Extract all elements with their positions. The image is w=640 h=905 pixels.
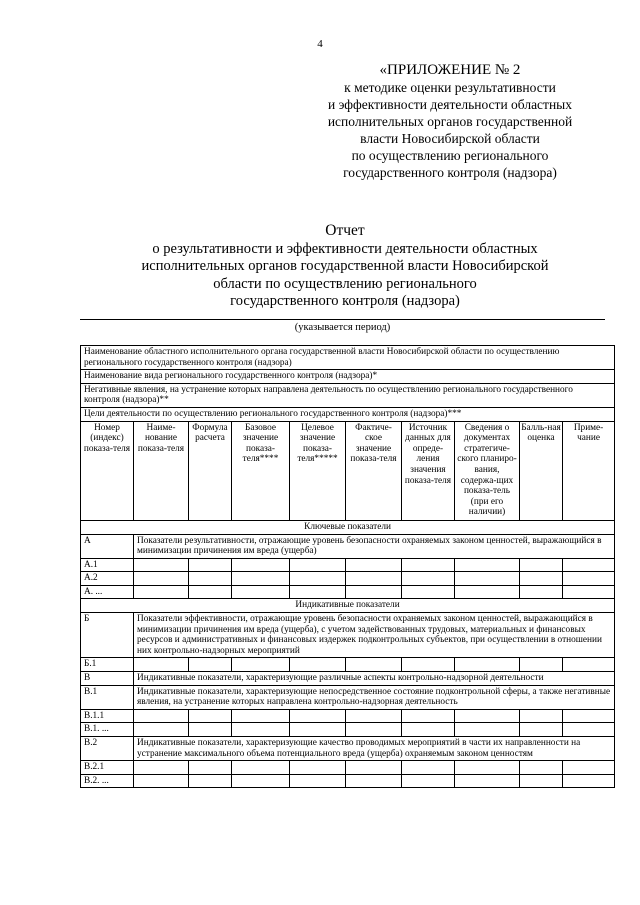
appendix-line: к методике оценки результативности [344, 80, 556, 95]
header-cell: Базовое значение показа-теля**** [232, 421, 290, 520]
empty-cell [134, 658, 189, 672]
empty-cell [290, 761, 346, 775]
table-row [81, 709, 615, 723]
empty-cell [189, 558, 232, 572]
empty-cell [520, 761, 563, 775]
empty-cell [134, 761, 189, 775]
table-row [81, 761, 615, 775]
table-row [81, 558, 615, 572]
empty-cell [520, 572, 563, 586]
empty-cell [189, 709, 232, 723]
report-line: о результативности и эффективности деятельности областных [152, 240, 538, 257]
group-code: В.1 [81, 685, 134, 709]
empty-cell [455, 709, 520, 723]
header-cell: Формула расчета [189, 421, 232, 520]
report-table [80, 345, 615, 788]
group-code: В [81, 672, 134, 686]
header-cell: Номер (индекс) показа-теля [81, 421, 134, 520]
section-key-indicators: Ключевые показатели [81, 520, 615, 534]
empty-cell [232, 558, 290, 572]
empty-cell [346, 723, 402, 737]
empty-cell [455, 585, 520, 599]
empty-cell [134, 723, 189, 737]
empty-cell [134, 774, 189, 788]
group-row [81, 672, 615, 686]
period-caption: (указывается период) [294, 322, 391, 333]
empty-cell [232, 774, 290, 788]
empty-cell [402, 761, 455, 775]
table-row [81, 585, 615, 599]
table-row [81, 572, 615, 586]
header-cell: Приме-чание [563, 421, 615, 520]
empty-cell [402, 709, 455, 723]
header-cell: Фактиче-ское значение показа-теля [346, 421, 402, 520]
empty-cell [232, 761, 290, 775]
empty-cell [520, 709, 563, 723]
table-row [81, 774, 615, 788]
empty-cell [563, 709, 615, 723]
row-code: В.1.1 [81, 709, 134, 723]
empty-cell [402, 558, 455, 572]
report-title: Отчет [325, 222, 365, 239]
info-row [81, 407, 615, 421]
period-fill-line [80, 319, 605, 320]
info-executive-body: Наименование областного исполнительного органа государственной власти Новосибирской области по осуществлению регионального государственного контроля (надзора) [81, 346, 615, 370]
appendix-title: «ПРИЛОЖЕНИЕ № 2 [379, 62, 521, 78]
empty-cell [232, 585, 290, 599]
empty-cell [134, 558, 189, 572]
row-code: Б.1 [81, 658, 134, 672]
empty-cell [563, 658, 615, 672]
empty-cell [563, 761, 615, 775]
info-negative-phenomena: Негативные явления, на устранение которых направлена деятельность по осуществлению регионального государственного контроля (надзора)** [81, 383, 615, 407]
empty-cell [134, 585, 189, 599]
table-row [81, 658, 615, 672]
empty-cell [346, 658, 402, 672]
empty-cell [455, 774, 520, 788]
empty-cell [134, 572, 189, 586]
header-cell: Сведения о документах стратегиче-ского планиро-вания, содержа-щих показа-тель (при его наличии) [455, 421, 520, 520]
appendix-line: исполнительных органов государственной [327, 114, 573, 129]
empty-cell [563, 585, 615, 599]
empty-cell [189, 774, 232, 788]
empty-cell [232, 658, 290, 672]
row-code: А. ... [81, 585, 134, 599]
page-number: 4 [317, 38, 323, 50]
report-heading [110, 222, 580, 311]
report-line: государственного контроля (надзора) [230, 293, 460, 309]
header-cell: Балль-ная оценка [520, 421, 563, 520]
appendix-line: по осуществлению регионального [351, 148, 549, 163]
empty-cell [402, 572, 455, 586]
report-line: области по осуществлению регионального [213, 275, 477, 292]
group-description: Индикативные показатели, характеризующие различные аспекты контрольно-надзорной деятельности [134, 672, 615, 686]
group-description: Показатели результативности, отражающие уровень безопасности охраняемых законом ценностей, выражающийся в минимизации причинения им вреда (ущерба) [134, 534, 615, 558]
empty-cell [455, 558, 520, 572]
group-description: Показатели эффективности, отражающие уровень безопасности охраняемых законом ценностей, выражающийся в минимизации причинения им вреда (ущерба), с учетом задействованных трудовых, материальных и финансовых ресурсов и административных и финансовых издержек подконтрольных субъектов, при осуществлении в отношении них контрольно-надзорных мероприятий [134, 613, 615, 658]
empty-cell [402, 774, 455, 788]
info-control-type: Наименование вида регионального государственного контроля (надзора)* [81, 370, 615, 384]
empty-cell [346, 585, 402, 599]
empty-cell [455, 723, 520, 737]
empty-cell [189, 723, 232, 737]
empty-cell [520, 658, 563, 672]
row-code: А.2 [81, 572, 134, 586]
empty-cell [346, 774, 402, 788]
empty-cell [346, 572, 402, 586]
empty-cell [290, 558, 346, 572]
empty-cell [563, 723, 615, 737]
empty-cell [290, 774, 346, 788]
empty-cell [134, 709, 189, 723]
section-row [81, 599, 615, 613]
empty-cell [563, 774, 615, 788]
info-goals: Цели деятельности по осуществлению регионального государственного контроля (надзора)*** [81, 407, 615, 421]
empty-cell [290, 585, 346, 599]
row-code: В.1. ... [81, 723, 134, 737]
empty-cell [290, 723, 346, 737]
empty-cell [232, 723, 290, 737]
empty-cell [189, 761, 232, 775]
empty-cell [520, 585, 563, 599]
row-code: В.2.1 [81, 761, 134, 775]
empty-cell [563, 558, 615, 572]
group-description: Индикативные показатели, характеризующие качество проводимых мероприятий в части их направленности на устранение максимального объема потенциального вреда (ущерба) охраняемым законом ценностям [134, 737, 615, 761]
report-line: исполнительных органов государственной власти Новосибирской [141, 258, 549, 274]
empty-cell [346, 558, 402, 572]
empty-cell [402, 585, 455, 599]
empty-cell [520, 774, 563, 788]
empty-cell [563, 572, 615, 586]
empty-cell [455, 761, 520, 775]
appendix-line: и эффективности деятельности областных [327, 97, 572, 112]
empty-cell [290, 658, 346, 672]
empty-cell [232, 572, 290, 586]
empty-cell [189, 572, 232, 586]
appendix-heading [300, 62, 600, 181]
group-code: А [81, 534, 134, 558]
empty-cell [520, 558, 563, 572]
group-code: В.2 [81, 737, 134, 761]
header-cell: Источник данных для опреде-ления значения показа-теля [402, 421, 455, 520]
group-row [81, 534, 615, 558]
row-code: А.1 [81, 558, 134, 572]
empty-cell [402, 658, 455, 672]
header-cell: Целевое значение показа-теля***** [290, 421, 346, 520]
header-cell: Наиме-нование показа-теля [134, 421, 189, 520]
empty-cell [402, 723, 455, 737]
empty-cell [189, 585, 232, 599]
empty-cell [232, 709, 290, 723]
empty-cell [346, 709, 402, 723]
empty-cell [520, 723, 563, 737]
section-indicative-indicators: Индикативные показатели [81, 599, 615, 613]
empty-cell [290, 572, 346, 586]
table-row [81, 723, 615, 737]
section-row [81, 520, 615, 534]
info-row [81, 370, 615, 384]
group-row [81, 685, 615, 709]
empty-cell [346, 761, 402, 775]
empty-cell [290, 709, 346, 723]
empty-cell [189, 658, 232, 672]
info-row [81, 383, 615, 407]
info-row [81, 346, 615, 370]
empty-cell [455, 658, 520, 672]
appendix-line: власти Новосибирской области [360, 131, 540, 146]
group-description: Индикативные показатели, характеризующие непосредственное состояние подконтрольной сферы, а также негативные явления, на устранение которых направлена контрольно-надзорная деятельность [134, 685, 615, 709]
group-row [81, 737, 615, 761]
empty-cell [455, 572, 520, 586]
header-row [81, 421, 615, 520]
group-code: Б [81, 613, 134, 658]
appendix-line: государственного контроля (надзора) [343, 165, 557, 180]
row-code: В.2. ... [81, 774, 134, 788]
group-row [81, 613, 615, 658]
